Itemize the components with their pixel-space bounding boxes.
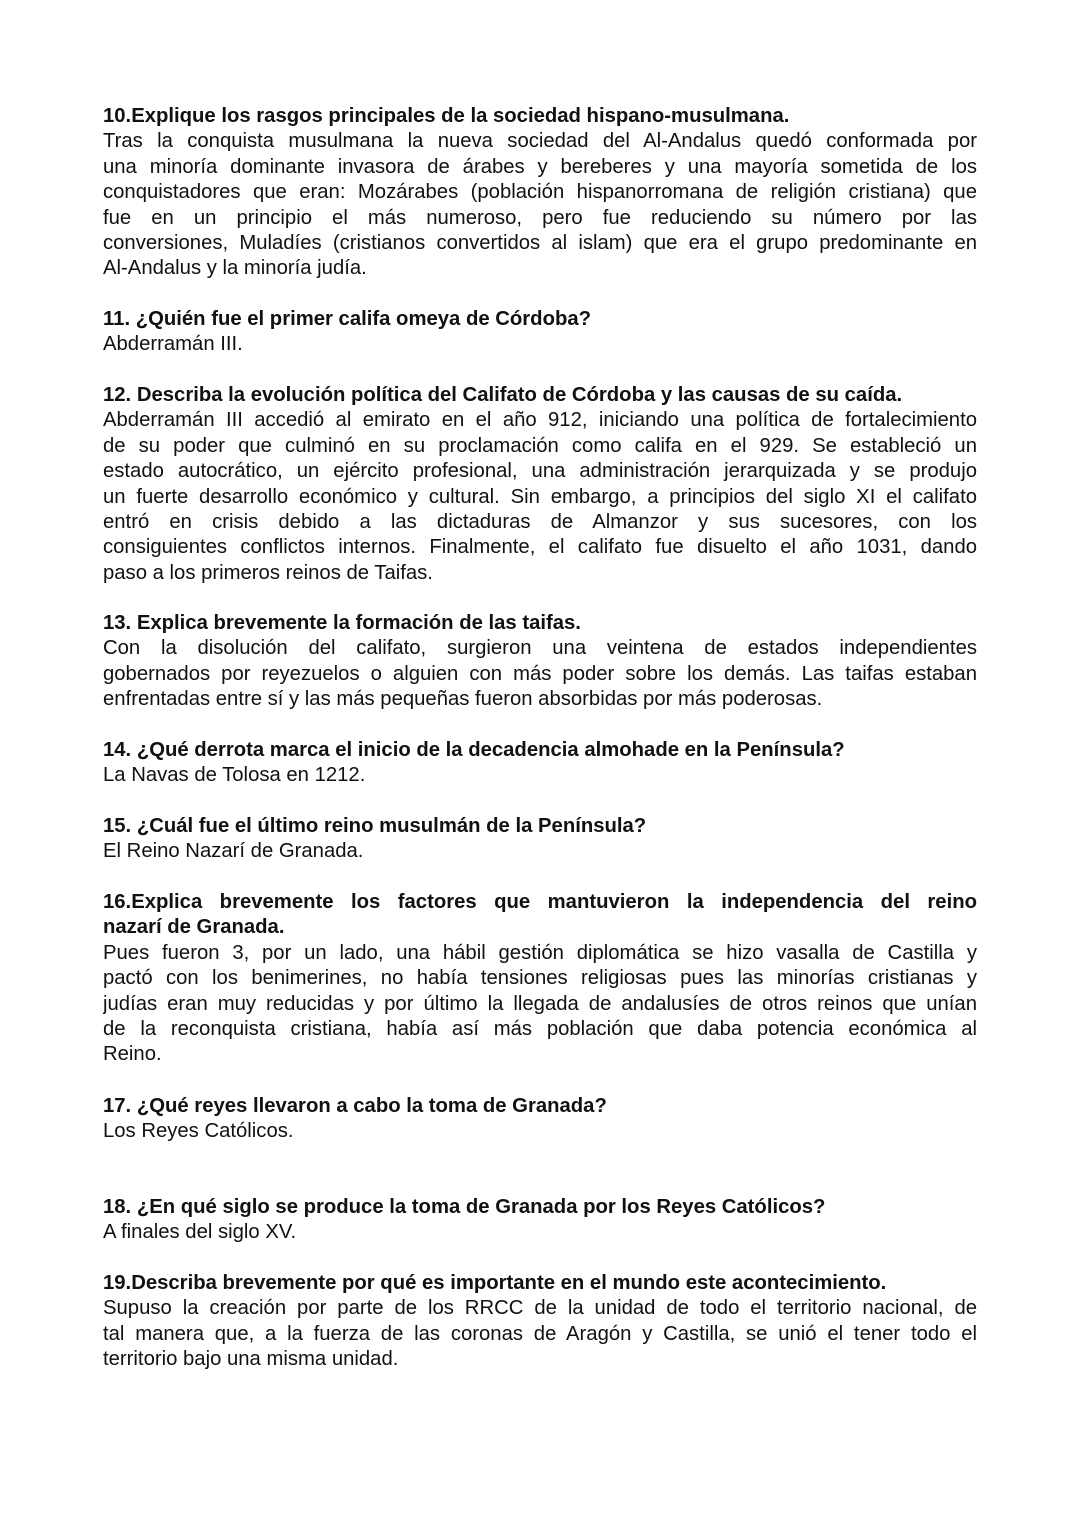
answer-line: judías eran muy reducidas y por último la llegada de andalusíes de otros reinos que unían [103,992,977,1015]
answer-text [103,408,977,586]
question-12 [103,383,977,586]
heading-line: 16.Explica brevemente los factores que mantuvieron la independencia del reino [103,891,977,913]
answer-text [103,332,977,357]
answer-line: Con la disolución del califato, surgieron una veintena de estados independientes [103,637,977,660]
question-heading [103,383,977,408]
answer-line: conversiones, Muladíes (cristianos convertidos al islam) que era el grupo predominante en [103,231,977,254]
question-heading [103,1195,977,1220]
question-16 [103,890,977,1068]
question-13 [103,611,977,713]
answer-line: conquistadores que eran: Mozárabes (población hispanorromana de religión cristiana) que [103,181,977,204]
heading-line: 17. ¿Qué reyes llevaron a cabo la toma de Granada? [103,1095,607,1117]
question-15 [103,814,977,865]
answer-line: A finales del siglo XV. [103,1221,297,1244]
answer-line: entró en crisis debido a las dictaduras de Almanzor y sus sucesores, con los [103,510,977,533]
answer-line: una minoría dominante invasora de árabes y bereberes y una mayoría sometida de los [103,155,977,178]
answer-line: de su poder que culminó en su proclamación como califa en el 929. Se estableció un [103,434,977,457]
answer-line: consiguientes conflictos internos. Finalmente, el califato fue disuelto el año 1031, dando [103,536,977,559]
heading-line: 15. ¿Cuál fue el último reino musulmán de la Península? [103,815,647,837]
answer-line: Pues fueron 3, por un lado, una hábil gestión diplomática se hizo vasalla de Castilla y [103,941,977,964]
answer-text [103,1119,977,1144]
answer-text [103,636,977,712]
question-17 [103,1094,977,1145]
answer-line: territorio bajo una misma unidad. [103,1348,399,1371]
answer-line: Los Reyes Católicos. [103,1120,294,1143]
answer-text [103,1220,977,1245]
heading-line: nazarí de Granada. [103,916,285,939]
answer-line: paso a los primeros reinos de Taifas. [103,561,433,584]
answer-text [103,941,977,1068]
answer-line: tal manera que, a la fuerza de las coronas de Aragón y Castilla, se unió el tener todo el [103,1322,977,1345]
question-11 [103,307,977,358]
heading-line: 12. Describa la evolución política del Califato de Córdoba y las causas de su caída. [103,384,903,406]
question-heading [103,738,977,763]
answer-line: fue en un principio el más numeroso, pero fue reduciendo su número por las [103,206,977,229]
answer-line: La Navas de Tolosa en 1212. [103,764,366,787]
answer-line: pactó con los benimerines, no había tensiones religiosas pues las minorías cristianas y [103,967,977,990]
question-heading [103,890,977,941]
heading-line: 10.Explique los rasgos principales de la sociedad hispano-musulmana. [103,105,790,127]
heading-line: 14. ¿Qué derrota marca el inicio de la decadencia almohade en la Península? [103,739,845,761]
answer-line: de la reconquista cristiana, había así más población que daba potencia económica al [103,1017,977,1040]
question-heading [103,104,977,129]
answer-line: Abderramán III. [103,333,243,356]
answer-line: gobernados por reyezuelos o alguien con más poder sobre los demás. Las taifas estaban [103,662,977,685]
question-10 [103,104,977,282]
answer-line: El Reino Nazarí de Granada. [103,840,364,863]
question-heading [103,1094,977,1119]
answer-line: Tras la conquista musulmana la nueva sociedad del Al-Andalus quedó conformada por [103,130,977,153]
question-18 [103,1195,977,1246]
answer-line: Reino. [103,1043,162,1066]
answer-line: Supuso la creación por parte de los RRCC de la unidad de todo el territorio nacional, de [103,1297,977,1320]
question-14 [103,738,977,789]
heading-line: 11. ¿Quién fue el primer califa omeya de Córdoba? [103,308,592,330]
answer-line: Abderramán III accedió al emirato en el año 912, iniciando una política de fortalecimiento [103,409,977,432]
heading-line: 19.Describa brevemente por qué es importante en el mundo este acontecimiento. [103,1272,887,1294]
answer-text [103,1296,977,1372]
heading-line: 13. Explica brevemente la formación de las taifas. [103,612,581,634]
question-heading [103,1271,977,1296]
question-heading [103,814,977,839]
answer-text [103,839,977,864]
question-heading [103,307,977,332]
question-19 [103,1271,977,1373]
question-heading [103,611,977,636]
answer-line: Al-Andalus y la minoría judía. [103,257,367,280]
answer-line: estado autocrático, un ejército profesional, una administración jerarquizada y se produjo [103,460,977,483]
heading-line: 18. ¿En qué siglo se produce la toma de Granada por los Reyes Católicos? [103,1196,826,1218]
answer-text [103,129,977,281]
answer-text [103,763,977,788]
answer-line: enfrentadas entre sí y las más pequeñas fueron absorbidas por más poderosas. [103,688,823,711]
answer-line: un fuerte desarrollo económico y cultural. Sin embargo, a principios del siglo XI el califato [103,485,977,508]
